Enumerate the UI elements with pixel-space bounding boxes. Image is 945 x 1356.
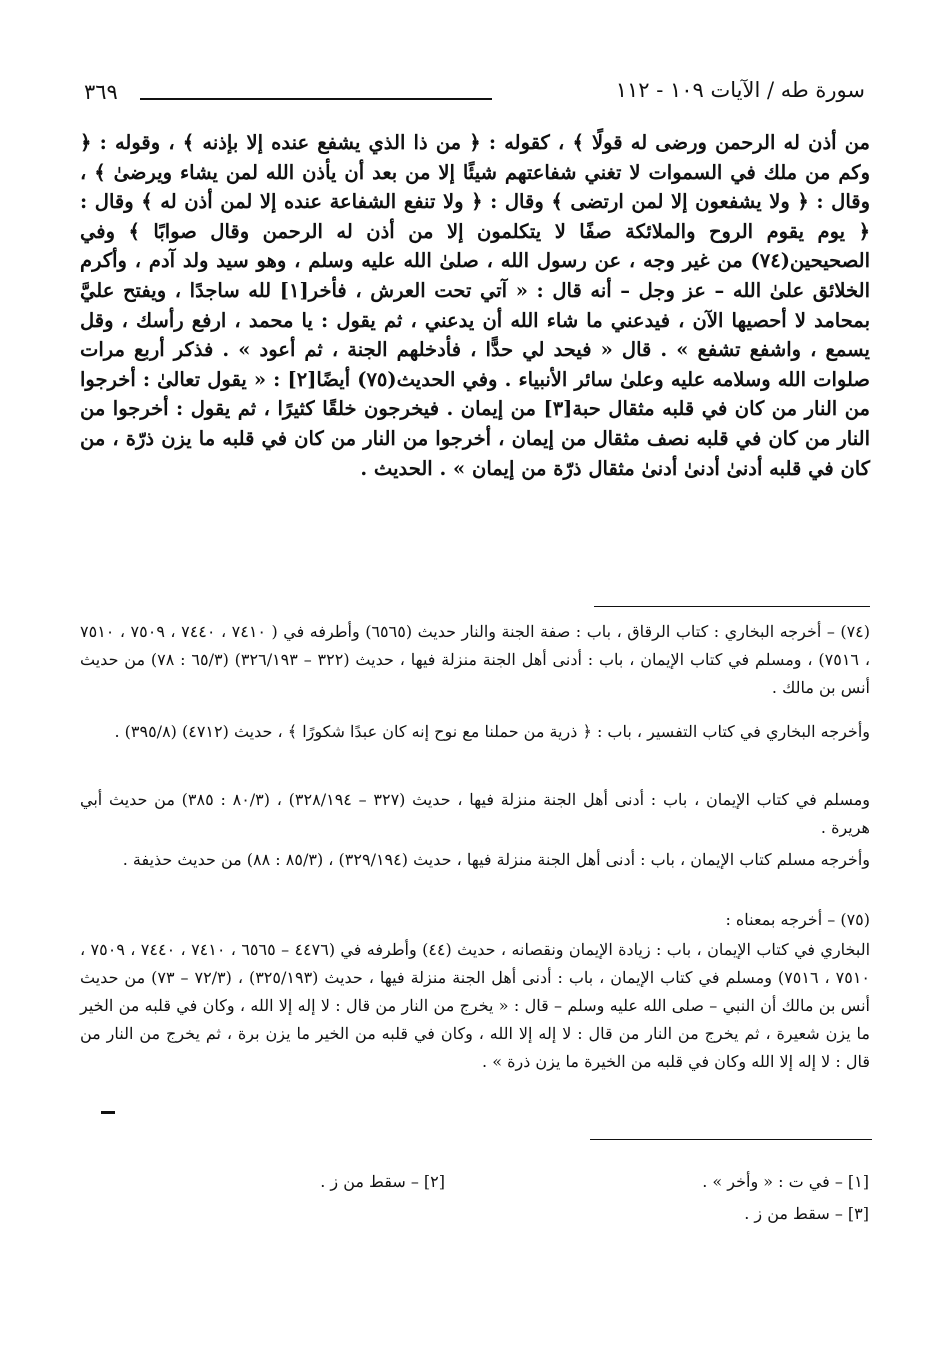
end-mark [101, 1111, 115, 1114]
footnote-74-muslim-abu-huraira [80, 786, 870, 842]
footnote-paragraph: (٧٥) – أخرجه بمعناه : [725, 910, 870, 929]
footnote-74-muslim-hudhayfa [80, 846, 870, 874]
footnote-separator [594, 606, 870, 607]
main-paragraph: من أذن له الرحمن ورضى له قولًا ﴾ ، كقوله : ﴿ من ذا الذي يشفع عنده إلا بإذنه ﴾ ، وقوله : ﴿ وكم من ملك في السموات لا تغني شفاعتهم شيئًا إلا من بعد أن يأذن الله لمن يشاء ويرضىٰ ﴾ ، وقال : ﴿ ولا يشفعون إلا لمن ارتضى ﴾ وقال : ﴿ ولا تنفع الشفاعة عنده إلا لمن أذن له ﴾ وقال : ﴿ يوم يقوم الروح والملائكة صفًا لا يتكلمون إلا من أذن له الرحمن وقال صوابًا ﴾ وفي الصحيحين(٧٤) من غير وجه ، عن رسول الله ، صلىٰ الله عليه وسلم ، وهو سيد ولد آدم ، وأكرم الخلائق علىٰ الله – عز وجل – أنه قال : « آتي تحت العرش ، فأخر[١] لله ساجدًا ، ويفتح عليَّ بمحامد لا أحصيها الآن ، فيدعني ما شاء الله أن يدعني ، ثم يقول : يا محمد ، ارفع رأسك ، وقل يسمع ، واشفع تشفع » . قال « فيحد لي حدًّا ، فأدخلهم الجنة ، ثم أعود » . فذكر أربع مرات صلوات الله وسلامه عليه وعلىٰ سائر الأنبياء . وفي الحديث(٧٥) أيضًا[٢] : « يقول تعالىٰ : أخرجوا من النار من كان في قلبه مثقال حبة[٣] من إيمان . فيخرجون خلقًا كثيرًا ، ثم يقول : أخرجوا من النار من كان في قلبه نصف مثقال من إيمان ، أخرجوا من النار من كان في قلبه ما يزن ذرّة ، من كان في قلبه أدنىٰ أدنىٰ أدنىٰ مثقال ذرّة من إيمان » . الحديث . [80, 131, 871, 480]
footnote-paragraph: ومسلم في كتاب الإيمان ، باب : أدنى أهل الجنة منزلة فيها ، حديث (٣٢٧ – ٣٢٨/١٩٤) ، (٨٠/٣ : ٣٨٥) من حديث أبي هريرة . [80, 790, 871, 837]
variant-notes-separator [590, 1139, 872, 1140]
page-number: ٣٦٩ [84, 80, 118, 104]
footnote-75-heading [80, 906, 870, 934]
footnote-paragraph: (٧٤) – أخرجه البخاري : كتاب الرقاق ، باب : صفة الجنة والنار حديث (٦٥٦٥) وأطرفه في ( ٧٤١٠ ، ٧٤٤٠ ، ٧٥٠٩ ، ٧٥١٠ ، ٧٥١٦) ، ومسلم في كتاب الإيمان ، باب : أدنى أهل الجنة منزلة فيها ، حديث (٣٢٢ – ٣٢٦/١٩٣) (٦٥/٣ : ٧٨) من حديث أنس بن مالك . [80, 622, 871, 697]
footnote-paragraph: البخاري في كتاب الإيمان ، باب : زيادة الإيمان ونقصانه ، حديث (٤٤) وأطرفه في (٤٤٧٦ – ٦٥٦٥ ، ٧٤١٠ ، ٧٤٤٠ ، ٧٥٠٩ ، ٧٥١٠ ، ٧٥١٦) ومسلم في كتاب الإيمان ، باب : أدنى أهل الجنة منزلة فيها ، حديث (٣٢٥/١٩٣) ، (٧٢/٣ – ٧٣) من حديث أنس بن مالك أن النبي – صلى الله عليه وسلم – قال : « يخرج من النار من قال : لا إله إلا الله ، وكان في قلبه من الخير ما يزن شعيرة ، ثم يخرج من النار من قال : لا إله إلا الله ، وكان في قلبه من الخير ما يزن برة ، ثم يخرج من النار من قال : لا إله إلا الله وكان في قلبه من الخيرة ما يزن ذرة » . [80, 940, 871, 1071]
variant-note-3: [٣] – سقط من ز . [744, 1204, 869, 1223]
footnote-74-tafsir [80, 718, 870, 746]
footnote-paragraph: وأخرجه مسلم كتاب الإيمان ، باب : أدنى أهل الجنة منزلة فيها ، حديث (٣٢٩/١٩٤) ، (٨٥/٣ : ٨٨) من حديث حذيفة . [122, 850, 870, 869]
footnote-74-main [80, 618, 870, 702]
footnote-paragraph: وأخرجه البخاري في كتاب التفسير ، باب : ﴿ ذرية من حملنا مع نوح إنه كان عبدًا شكورًا ﴾ ، حديث (٤٧١٢) (٣٩٥/٨) . [114, 722, 870, 741]
main-text-block [80, 128, 870, 483]
footnote-75-body [80, 936, 870, 1076]
running-header-title: سورة طه / الآيات ١٠٩ - ١١٢ [615, 78, 865, 102]
variant-note-1: [١] – في ت : « وأخر » . [702, 1172, 869, 1191]
header-rule [140, 98, 492, 100]
variant-note-2: [٢] – سقط من ز . [320, 1172, 445, 1191]
